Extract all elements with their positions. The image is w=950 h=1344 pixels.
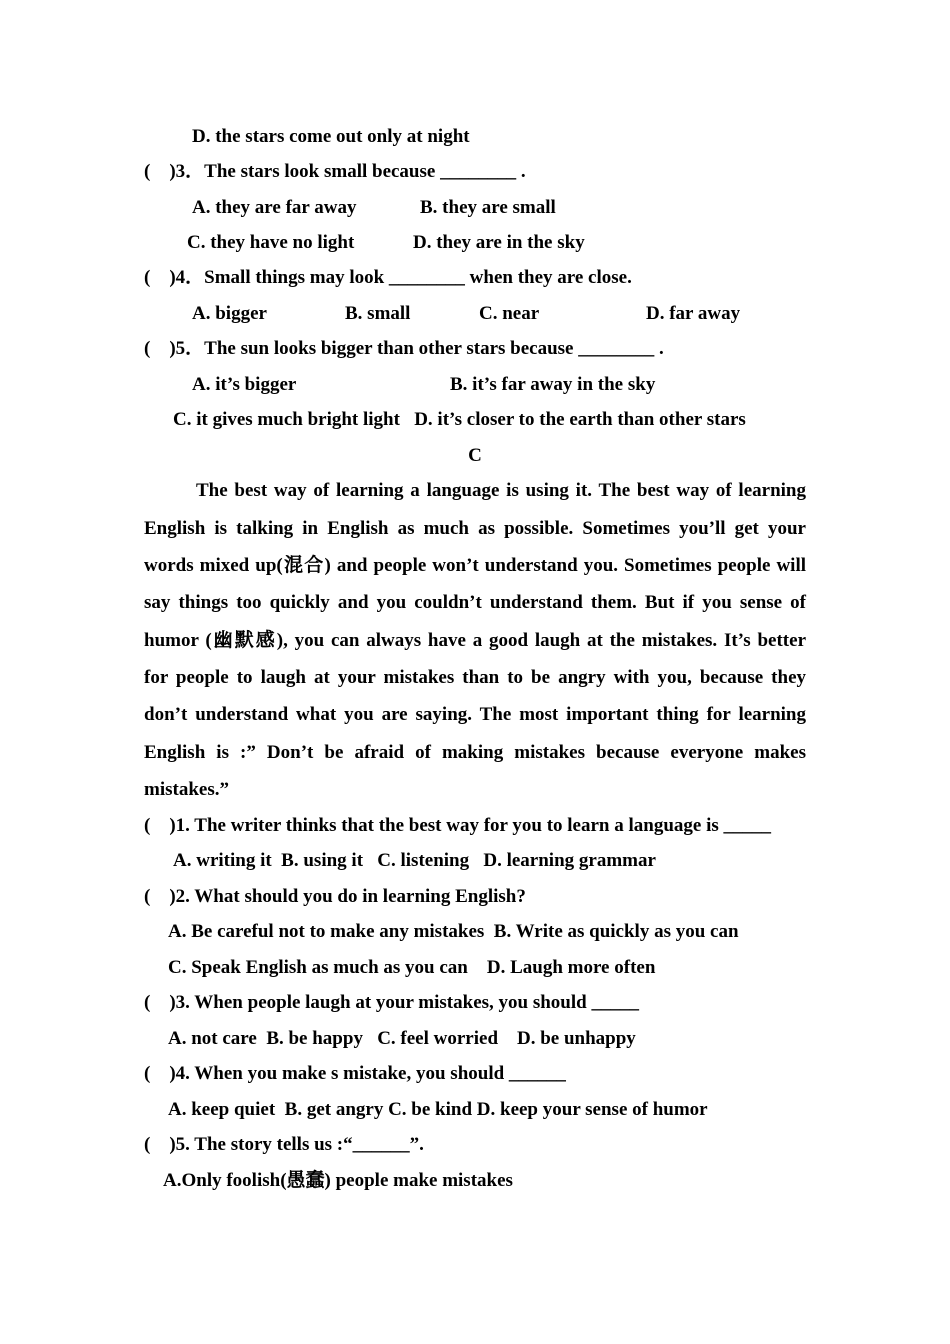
question-stem: ( )2. What should you do in learning English? bbox=[144, 886, 526, 907]
passage-line: say things too quickly and you couldn’t understand them. But if you sense of bbox=[144, 592, 806, 613]
option-a: A. bigger bbox=[192, 303, 267, 324]
option-a: A. it’s bigger bbox=[192, 374, 297, 395]
question-stem: ( )3．The stars look small because ________ . bbox=[144, 161, 526, 182]
option-a: A. they are far away bbox=[192, 197, 357, 218]
option-c: C. they have no light bbox=[187, 232, 355, 253]
passage-line: mistakes.” bbox=[144, 779, 229, 800]
passage-line: don’t understand what you are saying. The most important thing for learning bbox=[144, 704, 806, 725]
question-stem: ( )3. When people laugh at your mistakes, you should _____ bbox=[144, 992, 639, 1013]
question-stem: ( )1. The writer thinks that the best way for you to learn a language is _____ bbox=[144, 815, 771, 836]
passage-line: The best way of learning a language is using it. The best way of learning bbox=[196, 480, 806, 501]
question-options: A. Be careful not to make any mistakes B. Write as quickly as you can bbox=[168, 921, 739, 942]
question-options: A. writing it B. using it C. listening D. learning grammar bbox=[173, 850, 656, 871]
passage-line: English is :” Don’t be afraid of making mistakes because everyone makes bbox=[144, 742, 806, 763]
question-stem: ( )4．Small things may look ________ when they are close. bbox=[144, 267, 632, 288]
option-d: D. they are in the sky bbox=[413, 232, 585, 253]
passage-line: words mixed up(混合) and people won’t understand you. Sometimes people will bbox=[144, 555, 806, 576]
question-options: A.Only foolish(愚蠢) people make mistakes bbox=[163, 1170, 513, 1191]
question-stem: ( )5. The story tells us :“______”. bbox=[144, 1134, 424, 1155]
passage-line: for people to laugh at your mistakes than to be angry with you, because they bbox=[144, 667, 806, 688]
passage-line: English is talking in English as much as possible. Sometimes you’ll get your bbox=[144, 518, 806, 539]
option-d: D. the stars come out only at night bbox=[192, 126, 470, 147]
option-c: C. near bbox=[479, 303, 540, 324]
question-stem: ( )4. When you make s mistake, you should ______ bbox=[144, 1063, 566, 1084]
question-stem: ( )5．The sun looks bigger than other stars because ________ . bbox=[144, 338, 664, 359]
question-options: A. not care B. be happy C. feel worried D. be unhappy bbox=[168, 1028, 636, 1049]
question-options: C. Speak English as much as you can D. Laugh more often bbox=[168, 957, 656, 978]
option-b: B. small bbox=[345, 303, 411, 324]
option-b: B. it’s far away in the sky bbox=[450, 374, 656, 395]
options-c-d: C. it gives much bright light D. it’s closer to the earth than other stars bbox=[173, 409, 746, 430]
question-options: A. keep quiet B. get angry C. be kind D. keep your sense of humor bbox=[168, 1099, 708, 1120]
option-d: D. far away bbox=[646, 303, 741, 324]
option-b: B. they are small bbox=[420, 197, 556, 218]
section-heading: C bbox=[468, 445, 482, 466]
passage-line: humor (幽默感), you can always have a good laugh at the mistakes. It’s better bbox=[144, 630, 806, 651]
